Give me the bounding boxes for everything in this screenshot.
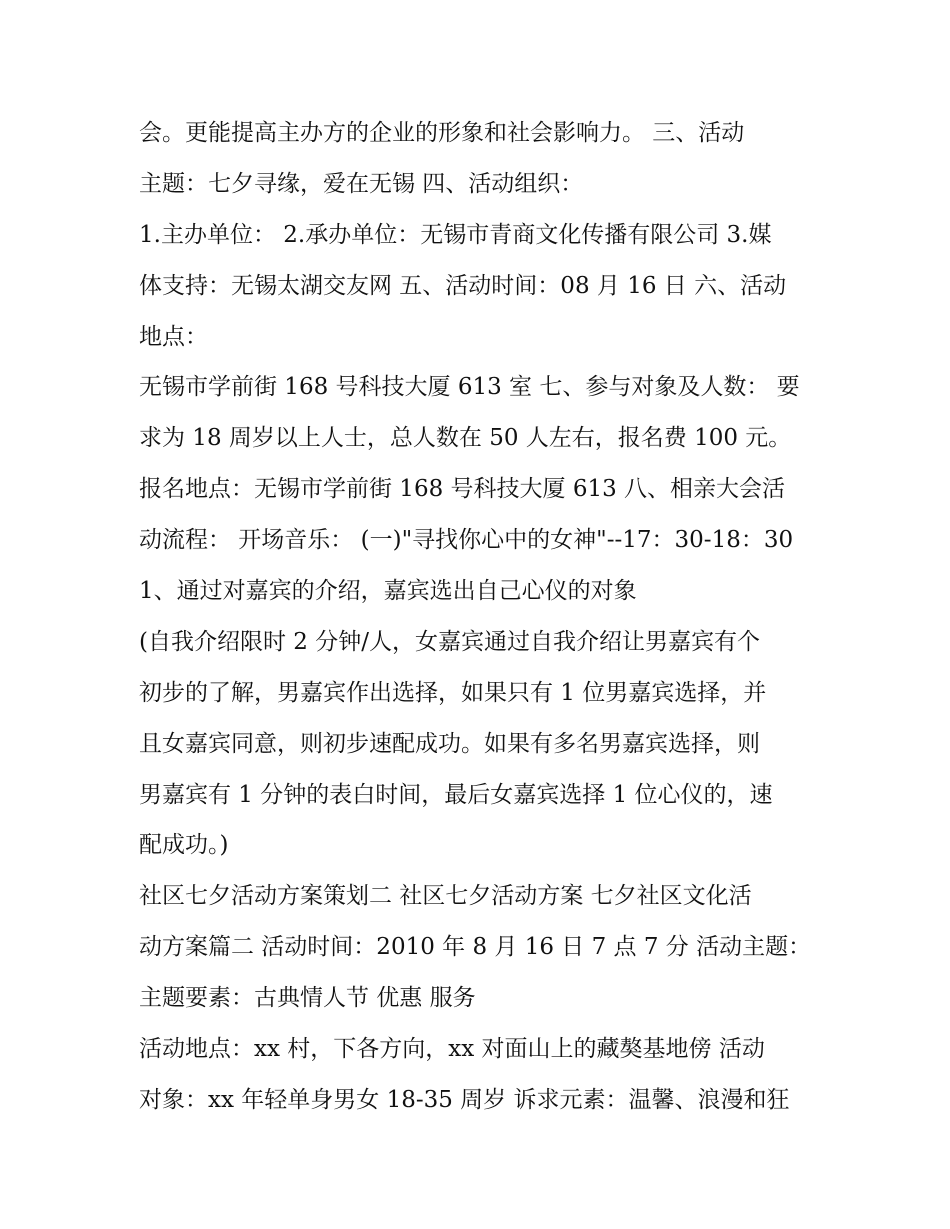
text-line: 体支持：无锡太湖交友网 五、活动时间：08 月 16 日 六、活动 xyxy=(139,272,787,299)
text-line: 活动地点：xx 村，下各方向，xx 对面山上的藏獒基地傍 活动 xyxy=(139,1036,765,1063)
text-line: 1、通过对嘉宾的介绍，嘉宾选出自己心仪的对象 xyxy=(139,578,637,605)
body-text xyxy=(139,108,819,1126)
text-line: 会。更能提高主办方的企业的形象和社会影响力。 三、活动 xyxy=(139,120,745,146)
text-line: 无锡市学前街 168 号科技大厦 613 室 七、参与对象及人数： 要 xyxy=(139,374,800,401)
text-line: 初步的了解，男嘉宾作出选择，如果只有 1 位男嘉宾选择，并 xyxy=(139,679,767,706)
text-line: 男嘉宾有 1 分钟的表白时间，最后女嘉宾选择 1 位心仪的，速 xyxy=(139,781,773,808)
text-line: 报名地点：无锡市学前街 168 号科技大厦 613 八、相亲大会活 xyxy=(139,476,786,503)
text-line: 主题：七夕寻缘，爱在无锡 四、活动组织： xyxy=(139,170,584,197)
text-line: 社区七夕活动方案策划二 社区七夕活动方案 七夕社区文化活 xyxy=(139,883,752,910)
text-line: 主题要素：古典情人节 优惠 服务 xyxy=(139,985,476,1012)
text-line: 动流程： 开场音乐： (一)"寻找你心中的女神"--17：30-18：30 xyxy=(139,527,794,554)
text-line: 对象：xx 年轻单身男女 18-35 周岁 诉求元素：温馨、浪漫和狂 xyxy=(139,1086,790,1113)
text-line: 动方案篇二 活动时间：2010 年 8 月 16 日 7 点 7 分 活动主题： xyxy=(139,934,812,961)
text-line: 且女嘉宾同意，则初步速配成功。如果有多名男嘉宾选择，则 xyxy=(139,730,760,757)
text-line: 配成功。) xyxy=(139,832,229,859)
text-line: 地点： xyxy=(139,323,208,350)
text-line: 求为 18 周岁以上人士，总人数在 50 人左右，报名费 100 元。 xyxy=(139,425,792,452)
text-line: 1.主办单位： 2.承办单位：无锡市青商文化传播有限公司 3.媒 xyxy=(139,221,772,248)
text-line: (自我介绍限时 2 分钟/人，女嘉宾通过自我介绍让男嘉宾有个 xyxy=(139,628,760,655)
